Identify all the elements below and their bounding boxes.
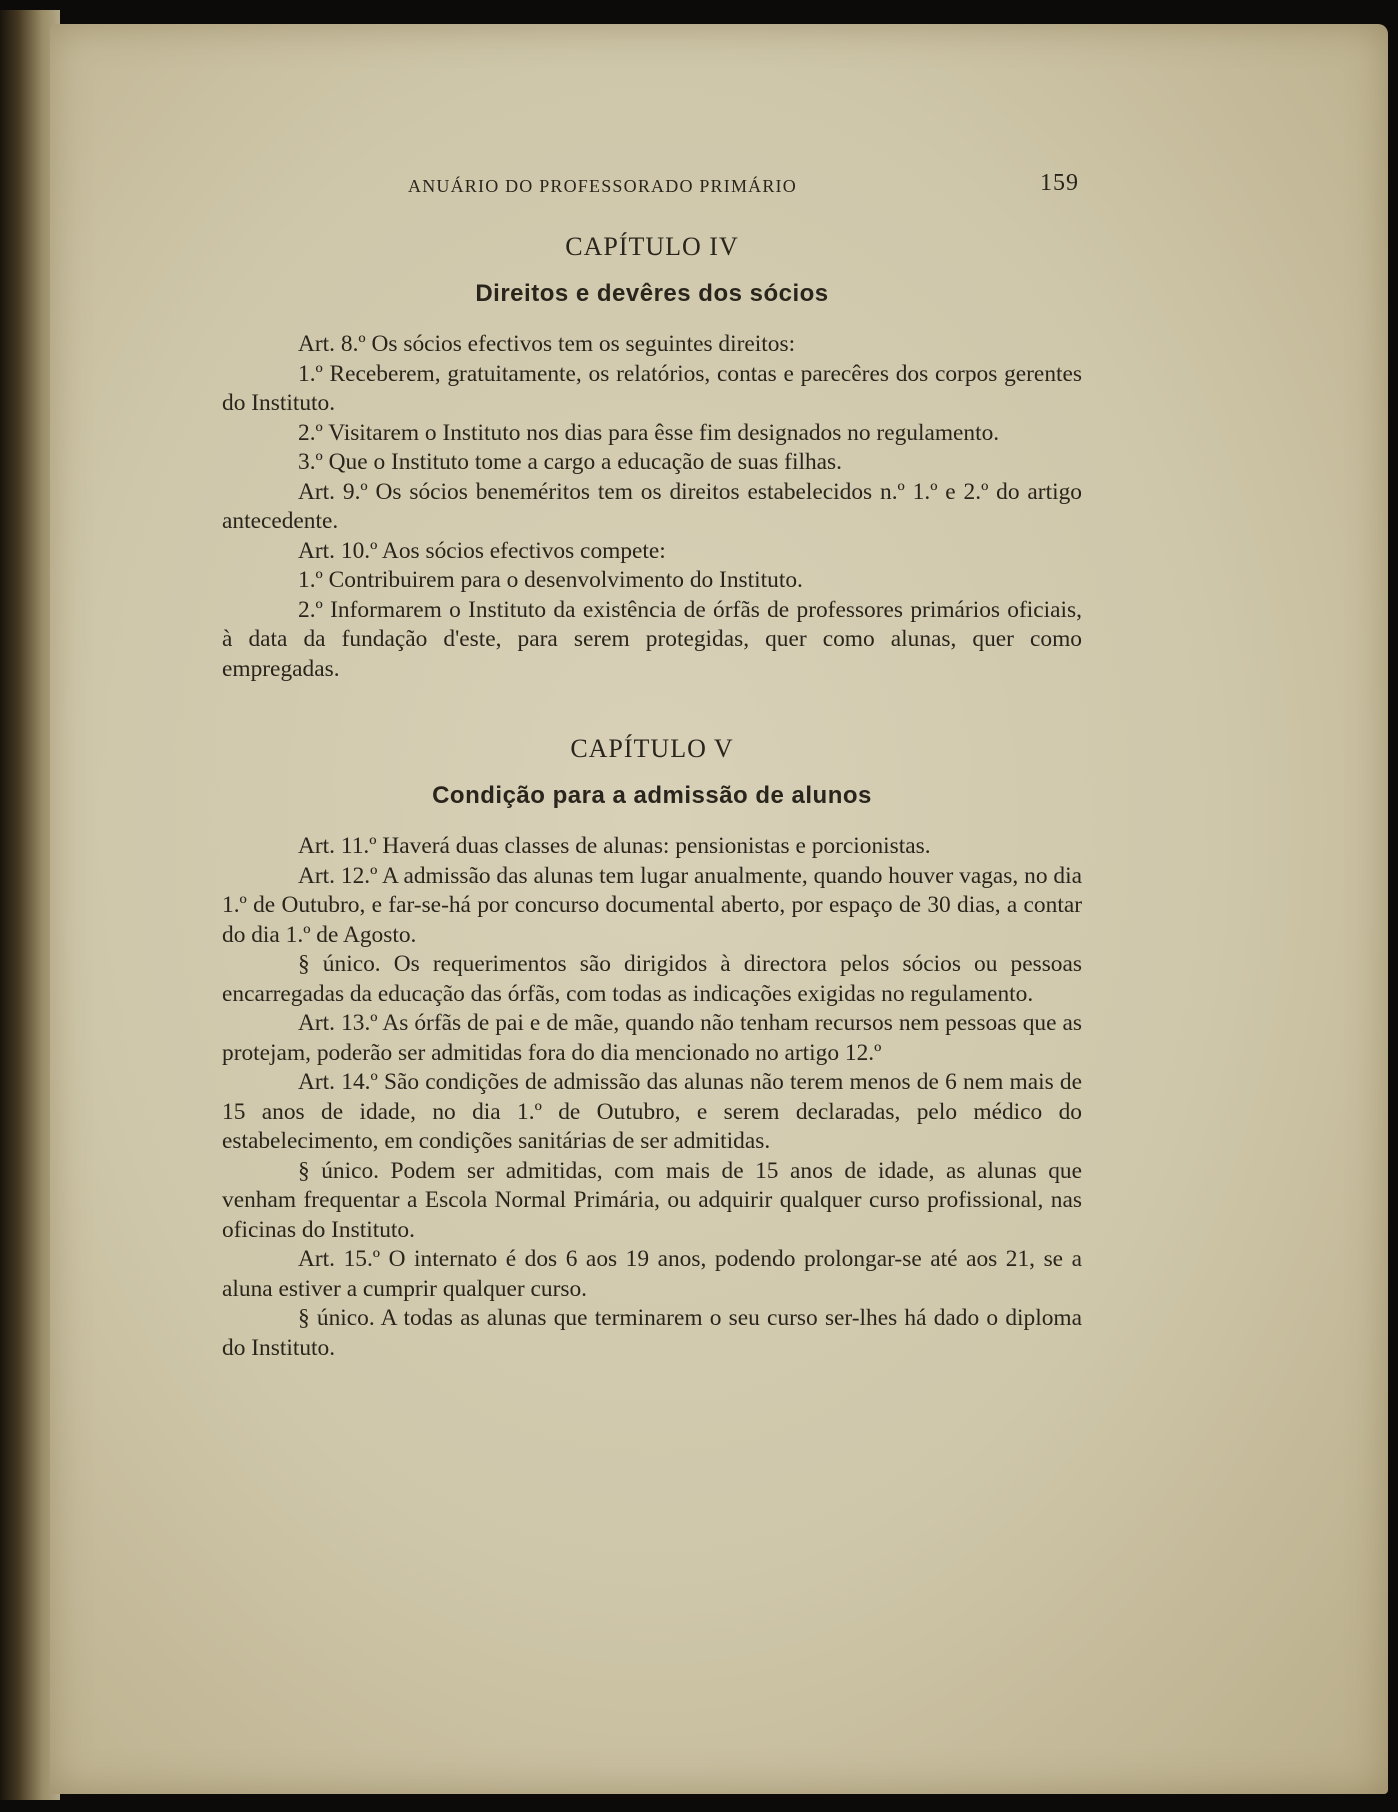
chapter-iv-paragraph: 1.º Contribuirem para o desenvolvimento do Instituto. bbox=[298, 567, 803, 593]
chapter-iv-subtitle: Direitos e devêres dos sócios bbox=[475, 280, 829, 307]
page-number: 159 bbox=[1040, 170, 1079, 196]
chapter-v-subtitle: Condição para a admissão de alunos bbox=[432, 782, 872, 809]
running-head bbox=[222, 170, 1082, 204]
page-text bbox=[222, 170, 1082, 1363]
chapter-v-paragraph: § único. A todas as alunas que terminarem o seu curso ser-lhes há dado o diploma do Instituto. bbox=[222, 1305, 1082, 1361]
chapter-v-paragraph: Art. 12.º A admissão das alunas tem lugar anualmente, quando houver vagas, no dia 1.º de Outubro, e far-se-há por concurso documental aberto, por espaço de 30 dias, a contar do dia 1.º de Agosto. bbox=[222, 862, 1082, 948]
chapter-v-heading: CAPÍTULO V bbox=[570, 734, 734, 763]
chapter-v-paragraph: Art. 13.º As órfãs de pai e de mãe, quando não tenham recursos nem pessoas que as protejam, poderão ser admitidas fora do dia mencionado no artigo 12.º bbox=[222, 1010, 1082, 1066]
chapter-iv-paragraph: 3.º Que o Instituto tome a cargo a educação de suas filhas. bbox=[298, 449, 842, 475]
running-head-title: ANUÁRIO DO PROFESSORADO PRIMÁRIO bbox=[408, 176, 797, 196]
chapter-iv-paragraph: Art. 9.º Os sócios beneméritos tem os direitos estabelecidos n.º 1.º e 2.º do artigo antecedente. bbox=[222, 478, 1082, 534]
chapter-iv-paragraph: 1.º Receberem, gratuitamente, os relatórios, contas e parecêres dos corpos gerentes do Instituto. bbox=[222, 360, 1082, 416]
chapter-iv-paragraph: Art. 10.º Aos sócios efectivos compete: bbox=[298, 537, 666, 564]
chapter-iv-paragraph: Art. 8.º Os sócios efectivos tem os seguintes direitos: bbox=[298, 331, 796, 357]
chapter-v-paragraph: § único. Os requerimentos são dirigidos à directora pelos sócios ou pessoas encarregadas da educação das órfãs, com todas as indicações exigidas no regulamento. bbox=[222, 951, 1082, 1007]
chapter-v-paragraph: Art. 14.º São condições de admissão das alunas não terem menos de 6 nem mais de 15 anos de idade, no dia 1.º de Outubro, e serem declaradas, pelo médico do estabelecimento, em condições sanitárias de ser admitidas. bbox=[222, 1069, 1082, 1154]
chapter-v-paragraph: § único. Podem ser admitidas, com mais de 15 anos de idade, as alunas que venham frequentar a Escola Normal Primária, ou adquirir qualquer curso profissional, nas oficinas do Instituto. bbox=[222, 1157, 1082, 1243]
section-gap bbox=[222, 684, 1082, 706]
chapter-v-paragraph: Art. 11.º Haverá duas classes de alunas: pensionistas e porcionistas. bbox=[298, 833, 931, 859]
chapter-iv-paragraph: 2.º Visitarem o Instituto nos dias para êsse fim designados no regulamento. bbox=[298, 419, 1000, 446]
chapter-v-paragraph: Art. 15.º O internato é dos 6 aos 19 anos, podendo prolongar-se até aos 21, se a aluna estiver a cumprir qualquer curso. bbox=[222, 1246, 1082, 1302]
chapter-iv-heading: CAPÍTULO IV bbox=[565, 232, 739, 261]
chapter-iv-paragraph: 2.º Informarem o Instituto da existência de órfãs de professores primários oficiais, à data da fundação d'este, para serem protegidas, quer como alunas, quer como empregadas. bbox=[222, 596, 1082, 682]
